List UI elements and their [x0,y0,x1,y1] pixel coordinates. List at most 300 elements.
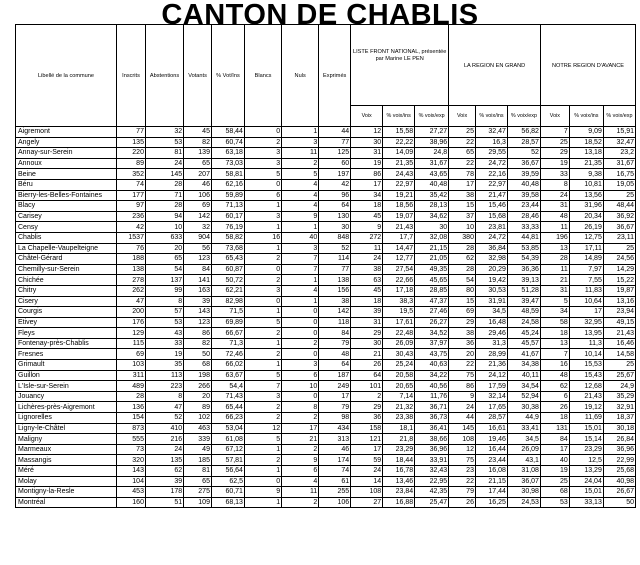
value-cell: 37,97 [415,338,449,349]
value-cell: 4 [282,285,319,296]
value-cell: 410 [145,423,183,434]
value-cell: 17 [569,307,603,318]
value-cell: 142 [319,307,351,318]
commune-name-cell: Beine [16,169,117,180]
value-cell: 35 [145,360,183,371]
value-cell: 16,48 [475,317,507,328]
commune-name-cell: Chichée [16,275,117,286]
value-cell: 123 [184,317,212,328]
value-cell: 143 [184,307,212,318]
value-cell: 17,44 [475,487,507,498]
value-cell: 27 [351,497,383,508]
value-cell: 138 [319,275,351,286]
value-cell: 4 [282,179,319,190]
value-cell: 21,35 [383,158,415,169]
value-cell: 38 [351,264,383,275]
value-cell: 6 [282,466,319,477]
value-cell: 36,07 [507,476,540,487]
value-cell: 12,5 [569,455,603,466]
value-cell: 24,12 [475,370,507,381]
value-cell: 45,24 [507,328,540,339]
header-voix: Voix [449,106,476,127]
value-cell: 24 [540,190,569,201]
value-cell: 17 [319,391,351,402]
value-cell: 7,14 [383,391,415,402]
value-cell: 62 [145,466,183,477]
value-cell: 23,38 [383,413,415,424]
value-cell: 16,25 [475,497,507,508]
value-cell: 54 [449,275,476,286]
value-cell: 255 [319,487,351,498]
value-cell: 39,47 [507,296,540,307]
value-cell: 17,59 [475,381,507,392]
value-cell: 21 [282,434,319,445]
value-cell: 26,27 [415,317,449,328]
value-cell: 104 [117,476,146,487]
value-cell: 31 [351,148,383,159]
value-cell: 453 [117,487,146,498]
value-cell: 15,01 [569,487,603,498]
header-pct-voix-exp: % voix/exp [415,106,449,127]
value-cell: 873 [117,423,146,434]
value-cell: 27,54 [383,264,415,275]
commune-name-cell: Fresnes [16,349,117,360]
value-cell: 22,22 [383,137,415,148]
value-cell: 69 [117,349,146,360]
value-cell: 19 [351,158,383,169]
value-cell: 25,67 [603,370,635,381]
value-cell: 109 [184,497,212,508]
value-cell: 21,8 [383,434,415,445]
value-cell: 32,91 [603,402,635,413]
value-cell: 26 [351,360,383,371]
value-cell: 42 [117,222,146,233]
value-cell: 15,58 [383,127,415,138]
value-cell: 163 [184,285,212,296]
value-cell: 22 [449,137,476,148]
value-cell: 555 [117,434,146,445]
value-cell: 96 [319,190,351,201]
commune-name-cell: Etivey [16,317,117,328]
value-cell: 3 [244,158,281,169]
value-cell: 22,48 [383,328,415,339]
value-cell: 174 [319,455,351,466]
value-cell: 80 [449,285,476,296]
value-cell: 36,41 [415,423,449,434]
value-cell: 158 [351,423,383,434]
value-cell: 31,67 [415,158,449,169]
value-cell: 1 [282,296,319,307]
value-cell: 99 [145,285,183,296]
value-cell: 129 [117,328,146,339]
value-cell: 17,61 [383,317,415,328]
value-cell: 59 [351,455,383,466]
value-cell: 25,47 [415,497,449,508]
value-cell: 272 [351,232,383,243]
value-cell: 31,3 [475,338,507,349]
value-cell: 11 [282,487,319,498]
value-cell: 1 [244,444,281,455]
value-cell: 39 [184,296,212,307]
value-cell: 61,08 [211,434,244,445]
value-cell: 79 [319,402,351,413]
value-cell: 23,84 [383,487,415,498]
value-cell: 21,43 [569,391,603,402]
value-cell: 31 [540,201,569,212]
value-cell: 1 [244,466,281,477]
value-cell: 141 [184,275,212,286]
value-cell: 106 [319,497,351,508]
value-cell: 4 [282,476,319,487]
value-cell: 28 [117,391,146,402]
value-cell: 18,52 [569,137,603,148]
value-cell: 24 [351,254,383,265]
value-cell: 22,99 [603,455,635,466]
commune-name-cell: Montigny-la-Resle [16,487,117,498]
value-cell: 62,16 [211,179,244,190]
value-cell: 29 [351,328,383,339]
value-cell: 2 [282,497,319,508]
value-cell: 22,97 [383,179,415,190]
value-cell: 82 [184,137,212,148]
value-cell: 46 [319,444,351,455]
page-title: CANTON DE CHABLIS [161,0,479,31]
value-cell: 15,46 [475,201,507,212]
value-cell: 0 [244,127,281,138]
value-cell: 18,37 [603,413,635,424]
value-cell: 52 [507,148,540,159]
table-row [16,360,636,371]
commune-name-cell: Lignorelles [16,413,117,424]
value-cell: 73 [117,444,146,455]
value-cell: 19 [145,349,183,360]
value-cell: 36,67 [603,222,635,233]
value-cell: 320 [117,455,146,466]
value-cell: 16,88 [383,497,415,508]
value-cell: 36,96 [603,444,635,455]
commune-name-cell: Ligny-le-Châtel [16,423,117,434]
value-cell: 31 [351,317,383,328]
value-cell: 61 [319,476,351,487]
value-cell: 62,5 [211,476,244,487]
commune-name-cell: Lichères-près-Aigremont [16,402,117,413]
value-cell: 26,19 [569,222,603,233]
value-cell: 28 [540,254,569,265]
value-cell: 5 [244,169,281,180]
value-cell: 50 [603,497,635,508]
value-cell: 59,89 [211,190,244,201]
value-cell: 71,13 [211,201,244,212]
value-cell: 46 [184,179,212,190]
value-cell: 30,53 [475,285,507,296]
value-cell: 19,21 [383,190,415,201]
value-cell: 36 [351,413,383,424]
commune-name-cell: Chitry [16,285,117,296]
value-cell: 22,66 [383,275,415,286]
value-cell: 44,81 [507,232,540,243]
value-cell: 11,69 [569,413,603,424]
value-cell: 1 [244,360,281,371]
value-cell: 63,67 [211,370,244,381]
value-cell: 14 [351,476,383,487]
value-cell: 278 [117,275,146,286]
value-cell: 56,64 [211,466,244,477]
value-cell: 68,13 [211,497,244,508]
table-row [16,179,636,190]
value-cell: 18,1 [383,423,415,434]
value-cell: 10 [145,222,183,233]
value-cell: 9 [282,455,319,466]
value-cell: 236 [117,211,146,222]
value-cell: 12,77 [383,254,415,265]
value-cell: 60,71 [211,487,244,498]
value-cell: 10,14 [569,349,603,360]
value-cell: 1 [244,497,281,508]
value-cell: 139 [184,148,212,159]
value-cell: 11,3 [569,338,603,349]
table-row [16,381,636,392]
value-cell: 26,09 [507,444,540,455]
value-cell: 36,92 [603,211,635,222]
value-cell: 45,65 [415,275,449,286]
commune-name-cell: Massangis [16,455,117,466]
value-cell: 9 [244,487,281,498]
value-cell: 48 [319,349,351,360]
value-cell: 33,91 [415,455,449,466]
value-cell: 79 [449,487,476,498]
value-cell: 30 [319,222,351,233]
value-cell: 65,43 [211,254,244,265]
value-cell: 28,99 [475,349,507,360]
value-cell: 24,58 [507,317,540,328]
header-abstentions: Abstentions [145,25,183,127]
header-inscrits: Inscrits [117,25,146,127]
value-cell: 12 [244,423,281,434]
value-cell: 34,62 [415,211,449,222]
value-cell: 11 [351,243,383,254]
value-cell: 71 [145,190,183,201]
value-cell: 26,67 [603,487,635,498]
value-cell: 123 [184,254,212,265]
value-cell: 51,28 [507,285,540,296]
value-cell: 0 [282,328,319,339]
value-cell: 34 [540,307,569,318]
commune-name-cell: Fleys [16,328,117,339]
table-body [16,127,636,508]
value-cell: 848 [319,232,351,243]
value-cell: 86 [184,328,212,339]
value-cell: 53 [145,137,183,148]
value-cell: 63,18 [211,148,244,159]
value-cell: 32,98 [475,254,507,265]
commune-name-cell: Angely [16,137,117,148]
value-cell: 27,27 [415,127,449,138]
value-cell: 7 [282,254,319,265]
value-cell: 33,41 [507,423,540,434]
value-cell: 38 [449,328,476,339]
value-cell: 40,63 [415,360,449,371]
value-cell: 25 [603,243,635,254]
value-cell: 54,4 [211,381,244,392]
table-row [16,444,636,455]
table-row [16,370,636,381]
value-cell: 3 [282,137,319,148]
table-row [16,455,636,466]
value-cell: 36,96 [415,444,449,455]
value-cell: 26,84 [603,434,635,445]
value-cell: 2 [282,158,319,169]
value-cell: 71,5 [211,307,244,318]
value-cell: 19 [540,466,569,477]
value-cell: 25,68 [603,466,635,477]
table-row [16,328,636,339]
value-cell: 25 [603,360,635,371]
value-cell: 19,87 [603,285,635,296]
value-cell: 86 [449,381,476,392]
value-cell: 8 [145,391,183,402]
value-cell: 2 [244,275,281,286]
table-row [16,476,636,487]
header-pct-vot-ins: % Vot/Ins [211,25,244,127]
value-cell: 16,44 [475,444,507,455]
value-cell: 7 [244,381,281,392]
value-cell: 4 [282,201,319,212]
value-cell: 0 [244,264,281,275]
table-row [16,423,636,434]
value-cell: 45,57 [507,338,540,349]
value-cell: 14,47 [383,243,415,254]
value-cell: 69 [449,307,476,318]
value-cell: 76,19 [211,222,244,233]
value-cell: 13,46 [383,476,415,487]
value-cell: 5 [244,434,281,445]
value-cell: 177 [117,190,146,201]
value-cell: 30,38 [507,402,540,413]
value-cell: 3 [244,391,281,402]
value-cell: 30 [351,338,383,349]
value-cell: 74 [319,466,351,477]
value-cell: 64 [319,201,351,212]
value-cell: 9 [449,391,476,402]
value-cell: 13,16 [603,296,635,307]
value-cell: 45 [351,211,383,222]
value-cell: 58,82 [211,232,244,243]
value-cell: 20,29 [475,264,507,275]
value-cell: 28 [449,243,476,254]
value-cell: 220 [117,148,146,159]
value-cell: 14,58 [603,349,635,360]
value-cell: 39,58 [507,190,540,201]
value-cell: 24,72 [475,232,507,243]
value-cell: 11,83 [569,285,603,296]
header-pct-voix-ins: % voix/ins [475,106,507,127]
value-cell: 262 [117,285,146,296]
value-cell: 12 [351,127,383,138]
value-cell: 23,44 [507,201,540,212]
value-cell: 4 [282,190,319,201]
value-cell: 2 [282,338,319,349]
header-pct-voix-ins: % voix/ins [569,106,603,127]
table-row [16,296,636,307]
value-cell: 13,29 [569,466,603,477]
value-cell: 78 [449,169,476,180]
value-cell: 65 [184,476,212,487]
value-cell: 7 [282,264,319,275]
value-cell: 2 [282,413,319,424]
value-cell: 13,95 [569,328,603,339]
value-cell: 32 [145,127,183,138]
value-cell: 21,35 [569,158,603,169]
table-row [16,275,636,286]
value-cell: 66,67 [211,328,244,339]
value-cell: 5 [540,296,569,307]
value-cell: 19,12 [569,402,603,413]
value-cell: 29 [540,148,569,159]
commune-name-cell: Blacy [16,201,117,212]
commune-name-cell: Chablis [16,232,117,243]
value-cell: 19 [540,158,569,169]
value-cell: 2 [244,402,281,413]
value-cell: 633 [145,232,183,243]
value-cell: 156 [319,285,351,296]
value-cell: 21 [351,349,383,360]
value-cell: 53,04 [211,423,244,434]
value-cell: 50,72 [211,275,244,286]
value-cell: 40,48 [507,179,540,190]
value-cell: 18 [540,328,569,339]
value-cell: 176 [117,317,146,328]
value-cell: 56,82 [507,127,540,138]
value-cell: 38,3 [383,296,415,307]
value-cell: 24 [449,402,476,413]
value-cell: 17,11 [569,243,603,254]
value-cell: 21,43 [603,328,635,339]
value-cell: 25 [603,190,635,201]
header-pct-voix-exp: % voix/exp [507,106,540,127]
commune-name-cell: Guillon [16,370,117,381]
value-cell: 9,38 [569,169,603,180]
value-cell: 89 [117,158,146,169]
value-cell: 313 [319,434,351,445]
value-cell: 8 [282,402,319,413]
table-row [16,413,636,424]
value-cell: 1 [282,222,319,233]
value-cell: 24,04 [569,476,603,487]
value-cell: 2 [244,349,281,360]
value-cell: 31,08 [507,466,540,477]
value-cell: 65 [184,158,212,169]
value-cell: 25 [540,476,569,487]
value-cell: 103 [117,360,146,371]
value-cell: 53 [540,497,569,508]
value-cell: 52 [145,413,183,424]
value-cell: 2 [244,413,281,424]
value-cell: 24,9 [603,381,635,392]
table-row [16,243,636,254]
value-cell: 29 [449,317,476,328]
value-cell: 21,15 [475,476,507,487]
value-cell: 34,52 [415,328,449,339]
table-row [16,487,636,498]
value-cell: 115 [117,338,146,349]
value-cell: 188 [117,254,146,265]
value-cell: 3 [244,285,281,296]
value-cell: 266 [184,381,212,392]
value-cell: 81 [184,466,212,477]
value-cell: 136 [117,402,146,413]
value-cell: 28,13 [415,201,449,212]
value-cell: 40,56 [415,381,449,392]
